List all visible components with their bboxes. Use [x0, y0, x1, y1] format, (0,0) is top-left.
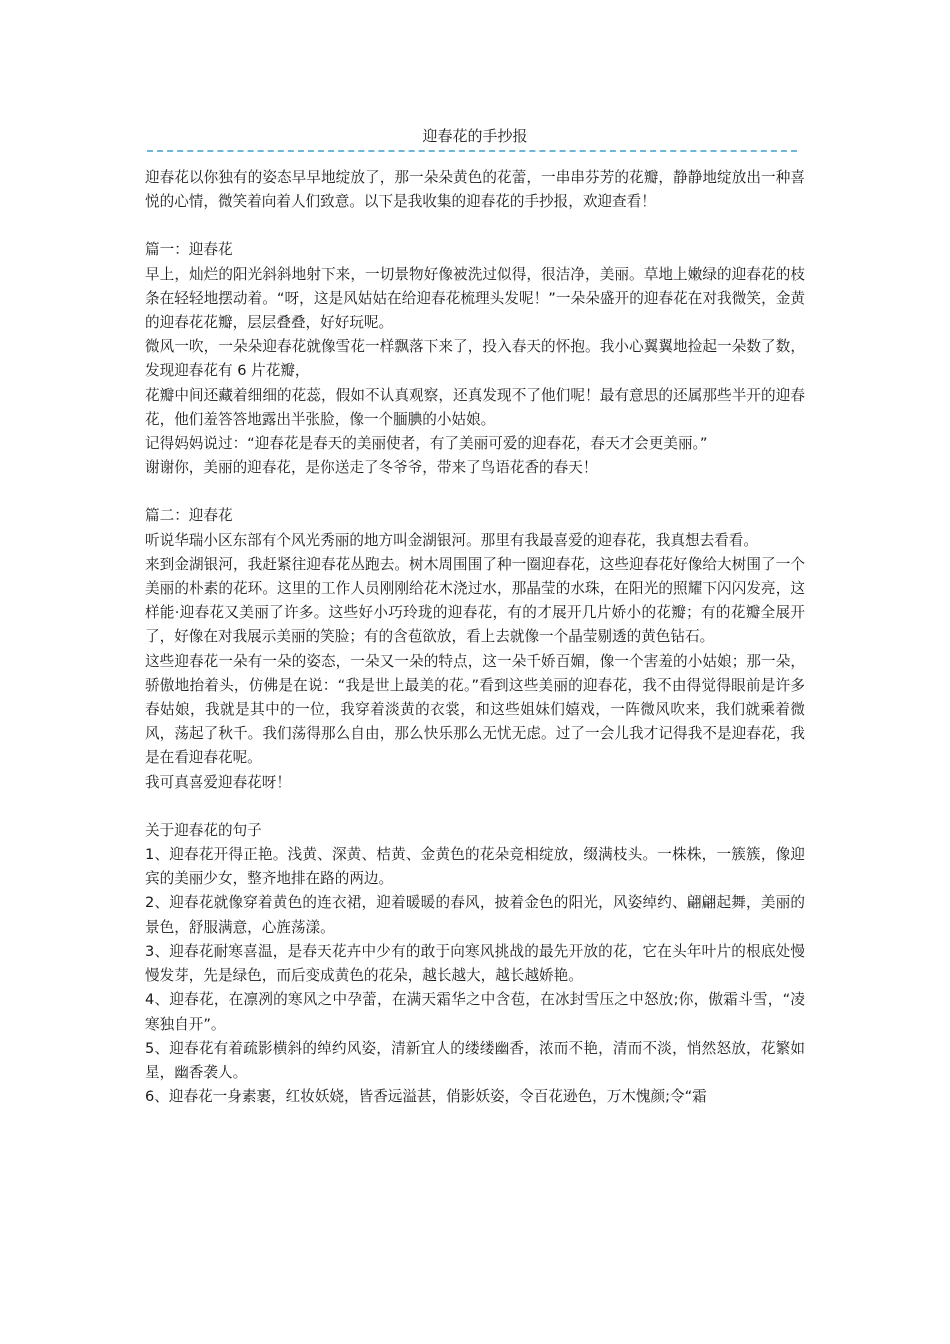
section-gap [145, 214, 805, 238]
document-page [145, 124, 805, 1109]
section2-paragraph: 来到金湖银河，我赶紧往迎春花丛跑去。树木周围围了种一圈迎春花，这些迎春花好像给大树围了一个美丽的朴素的花环。这里的工作人员刚刚给花木浇过水，那晶莹的水珠，在阳光的照耀下闪闪发亮，这样能·迎春花又美丽了许多。这些好小巧玲珑的迎春花，有的才展开几片娇小的花瓣；有的花瓣全展开了，好像在对我展示美丽的笑脸；有的含苞欲放，看上去就像一个晶莹剔透的黄色钻石。 [145, 555, 805, 646]
section3-heading: 关于迎春花的句子 [145, 821, 262, 839]
section1-paragraph: 谢谢你，美丽的迎春花，是你送走了冬爷爷，带来了鸟语花香的春天！ [145, 459, 598, 477]
sentence-item: 4、迎春花，在凛冽的寒风之中孕蕾，在满天霜华之中含苞，在冰封雪压之中怒放;你，傲霜斗雪，“凌寒独自开”。 [145, 991, 805, 1033]
section2-paragraph: 我可真喜爱迎春花呀！ [145, 773, 291, 791]
section2-paragraph: 听说华瑞小区东部有个风光秀丽的地方叫金湖银河。那里有我最喜爱的迎春花，我真想去看看。 [145, 531, 758, 549]
title-divider [147, 150, 797, 152]
sentence-item: 1、迎春花开得正艳。浅黄、深黄、桔黄、金黄色的花朵竞相绽放，缀满枝头。一株株，一簇簇，像迎宾的美丽少女，整齐地排在路的两边。 [145, 846, 805, 888]
section1-paragraph: 花瓣中间还藏着细细的花蕊，假如不认真观察，还真发现不了他们呢！最有意思的还属那些半开的迎春花，他们羞答答地露出半张脸，像一个腼腆的小姑娘。 [145, 386, 805, 428]
section-gap [145, 795, 805, 819]
sentence-item: 6、迎春花一身素裹，红妆妖娆，皆香远溢甚，俏影妖姿，令百花逊色，万木愧颜;令“霜 [145, 1088, 707, 1106]
sentence-item: 2、迎春花就像穿着黄色的连衣裙，迎着暖暖的春风，披着金色的阳光，风姿绰约、翩翩起舞，美丽的景色，舒服满意，心旌荡漾。 [145, 894, 805, 936]
sentence-item: 5、迎春花有着疏影横斜的绰约风姿，清新宜人的缕缕幽香，浓而不艳，清而不淡，悄然怒放，花繁如星，幽香袭人。 [145, 1039, 805, 1081]
section2-heading: 篇二：迎春花 [145, 507, 233, 525]
document-body [145, 166, 805, 1109]
intro-paragraph: 迎春花以你独有的姿态早早地绽放了，那一朵朵黄色的花蕾，一串串芬芳的花瓣，静静地绽放出一种喜悦的心情，微笑着向着人们致意。以下是我收集的迎春花的手抄报，欢迎查看！ [145, 169, 805, 211]
section1-paragraph: 记得妈妈说过：“迎春花是春天的美丽使者，有了美丽可爱的迎春花，春天才会更美丽。” [145, 435, 708, 453]
section1-heading: 篇一：迎春花 [145, 241, 233, 259]
section-gap [145, 480, 805, 504]
sentence-item: 3、迎春花耐寒喜温，是春天花卉中少有的敢于向寒风挑战的最先开放的花，它在头年叶片的根底处慢慢发芽，先是绿色，而后变成黄色的花朵，越长越大，越长越娇艳。 [145, 942, 805, 985]
document-title: 迎春花的手抄报 [422, 127, 528, 145]
section1-paragraph: 早上，灿烂的阳光斜斜地射下来，一切景物好像被洗过似得，很洁净，美丽。草地上嫩绿的迎春花的枝条在轻轻地摆动着。“呀，这是风姑姑在给迎春花梳理头发呢！”一朵朵盛开的迎春花在对我微笑，金黄的迎春花花瓣，层层叠叠，好好玩呢。 [145, 265, 805, 332]
section1-paragraph: 微风一吹，一朵朵迎春花就像雪花一样飘落下来了，投入春天的怀抱。我小心翼翼地捡起一朵数了数，发现迎春花有 6 片花瓣， [145, 338, 805, 380]
section2-paragraph: 这些迎春花一朵有一朵的姿态，一朵又一朵的特点，这一朵千娇百媚，像一个害羞的小姑娘；那一朵，骄傲地抬着头，仿佛是在说：“我是世上最美的花。”看到这些美丽的迎春花，我不由得觉得眼前是许多春姑娘，我就是其中的一位，我穿着淡黄的衣裳，和这些姐妹们嬉戏，一阵微风吹来，我们就乘着微风，荡起了秋千。我们荡得那么自由，那么快乐那么无忧无虑。过了一会儿我才记得我不是迎春花，我是在看迎春花呢。 [145, 652, 805, 767]
